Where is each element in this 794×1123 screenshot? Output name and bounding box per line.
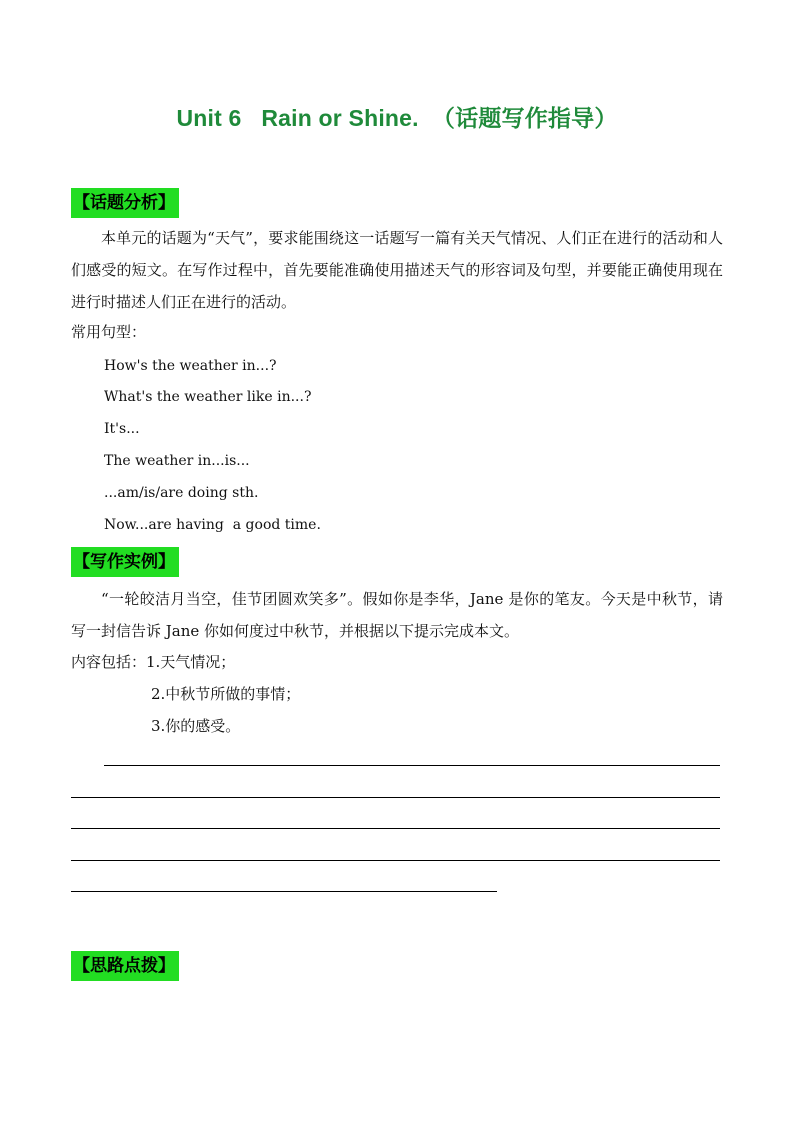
answer-line[interactable] (71, 891, 497, 892)
pattern-item: What's the weather like in...? (104, 389, 312, 405)
section-tag-writing-example: 【写作实例】 (71, 547, 179, 577)
content-item: 1.天气情况； (146, 653, 236, 671)
content-item: 3.你的感受。 (151, 717, 241, 735)
content-label: 内容包括： (71, 653, 147, 671)
patterns-label: 常用句型： (71, 323, 147, 341)
answer-line[interactable] (104, 765, 720, 766)
pattern-item: ...am/is/are doing sth. (104, 485, 259, 501)
pattern-item: The weather in...is... (104, 453, 250, 469)
section-tag-thinking-tips: 【思路点拨】 (71, 951, 179, 981)
answer-line[interactable] (71, 828, 720, 829)
topic-analysis-paragraph: 本单元的话题为“天气”，要求能围绕这一话题写一篇有关天气情况、人们正在进行的活动和人们感受的短文。在写作过程中，首先要能准确使用描述天气的形容词及句型，并要能正确使用现在进行时描述人们正在进行的活动。 (71, 229, 723, 311)
pattern-item: Now...are having a good time. (104, 517, 321, 533)
page-title: Unit 6 Rain or Shine. （话题写作指导） (176, 105, 618, 131)
content-item: 2.中秋节所做的事情； (151, 685, 301, 703)
answer-line[interactable] (71, 860, 720, 861)
pattern-item: It's... (104, 421, 140, 437)
writing-example-paragraph: “一轮皎洁月当空，佳节团圆欢笑多”。假如你是李华，Jane 是你的笔友。今天是中秋节，请写一封信告诉 Jane 你如何度过中秋节，并根据以下提示完成本文。 (71, 590, 723, 640)
answer-line[interactable] (71, 797, 720, 798)
pattern-item: How's the weather in...? (104, 358, 277, 374)
section-tag-topic-analysis: 【话题分析】 (71, 188, 179, 218)
